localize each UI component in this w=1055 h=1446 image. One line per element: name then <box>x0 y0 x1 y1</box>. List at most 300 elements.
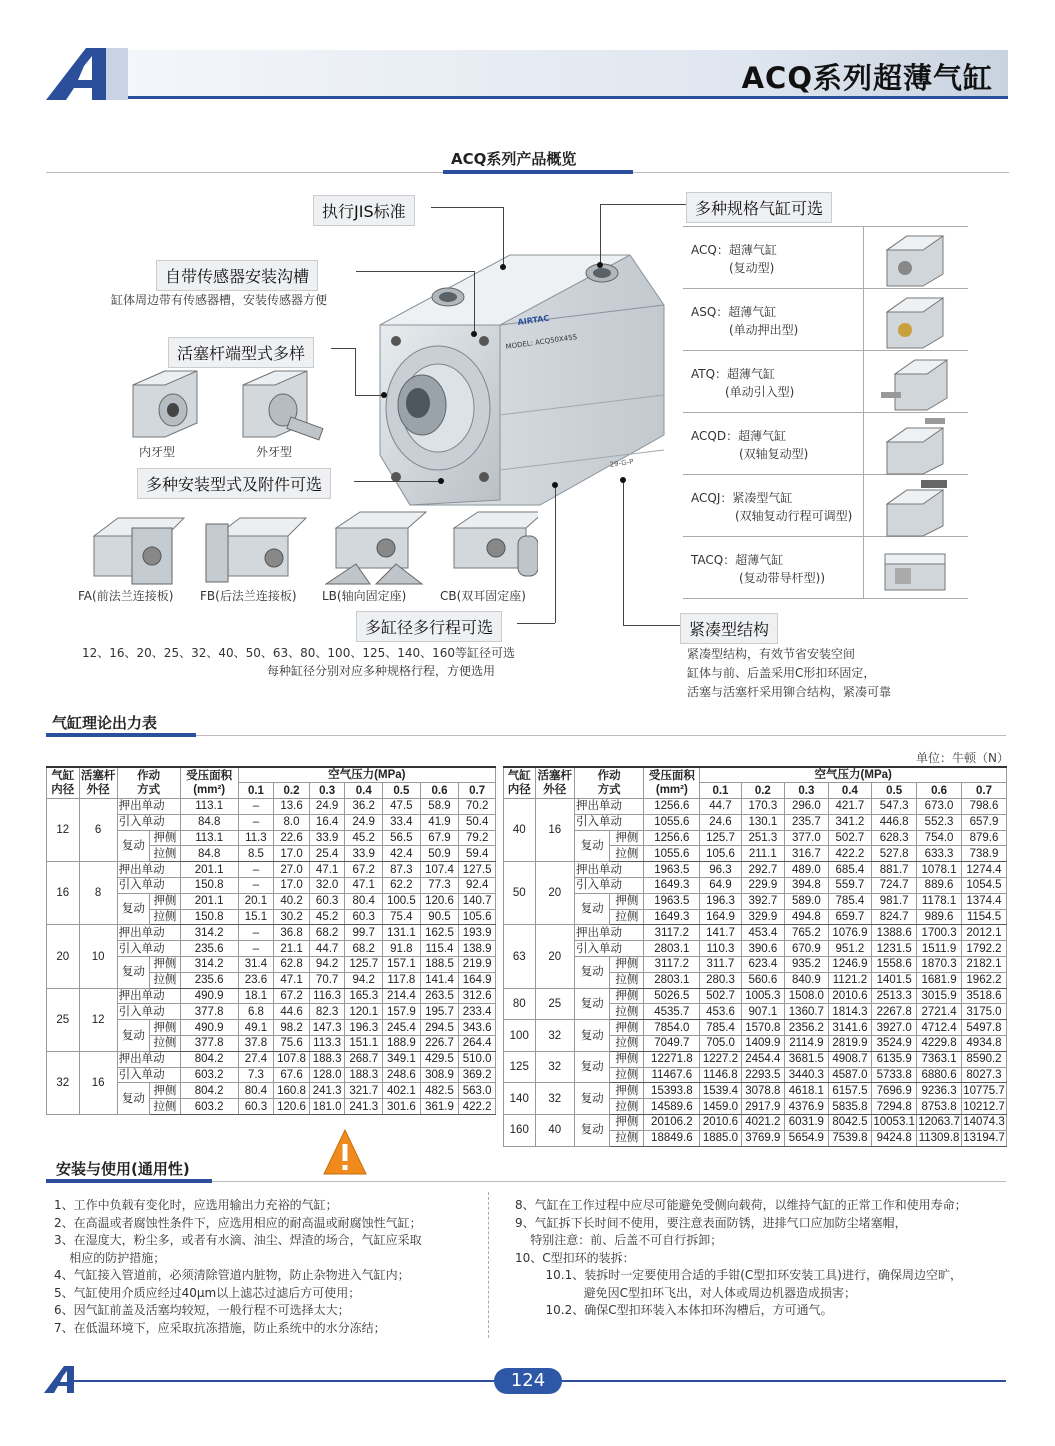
table-cell: 659.7 <box>828 909 872 925</box>
side-cell: 押侧 <box>610 893 644 909</box>
table-cell: 951.2 <box>828 941 872 957</box>
table-cell: 1963.5 <box>644 862 700 878</box>
table-cell: 62.8 <box>274 957 310 973</box>
header-pressure-value: 0.7 <box>962 783 1007 799</box>
table-cell: 482.5 <box>420 1083 459 1099</box>
table-row <box>504 957 1007 973</box>
table-cell: 68.2 <box>309 925 345 941</box>
table-cell: 377.8 <box>180 1004 238 1020</box>
mode-cell: 押出单动 <box>574 799 643 815</box>
table-cell: 422.2 <box>828 846 872 862</box>
table-cell: 4618.1 <box>785 1083 829 1099</box>
table-cell: – <box>238 925 274 941</box>
table-cell: 1681.9 <box>917 972 962 988</box>
table-cell: 7.3 <box>238 1067 274 1083</box>
rod-cell: 32 <box>535 1083 574 1115</box>
table-cell: 12271.8 <box>644 1051 700 1067</box>
table-cell: 1814.3 <box>828 1004 872 1020</box>
table-cell: 5497.8 <box>962 1020 1007 1036</box>
header-pressure-value: 0.5 <box>872 783 917 799</box>
table-cell: 453.6 <box>700 1004 741 1020</box>
table-row <box>504 830 1007 846</box>
table-cell: 115.4 <box>420 941 459 957</box>
force-unit: 单位：牛顿（N） <box>916 751 1009 765</box>
table-cell: 673.0 <box>917 799 962 815</box>
mode-cell: 复动 <box>574 988 609 1020</box>
callout-jis: 执行JIS标准 <box>313 195 415 226</box>
rod-cell: 10 <box>79 925 117 988</box>
table-cell: 1870.3 <box>917 957 962 973</box>
table-cell: 141.4 <box>420 972 459 988</box>
variant-acqj-sub: (双轴复动行程可调型) <box>735 509 853 523</box>
header-pressure-value: 0.2 <box>274 783 310 799</box>
table-cell: 2010.6 <box>700 1115 741 1131</box>
table-cell: 7294.8 <box>872 1099 917 1115</box>
table-cell: 6135.9 <box>872 1051 917 1067</box>
table-cell: 268.7 <box>345 1051 383 1067</box>
table-cell: 402.1 <box>383 1083 421 1099</box>
table-cell: 1154.5 <box>962 909 1007 925</box>
header-bore: 气缸 内径 <box>504 767 536 799</box>
table-cell: 68.2 <box>345 941 383 957</box>
table-cell: 2012.1 <box>962 925 1007 941</box>
table-cell: 50.4 <box>459 814 496 830</box>
table-cell: 840.9 <box>785 972 829 988</box>
table-cell: 150.8 <box>180 909 238 925</box>
side-cell: 押侧 <box>610 957 644 973</box>
table-cell: 1076.9 <box>828 925 872 941</box>
compact-description-3: 活塞与活塞杆采用铆合结构，紧凑可靠 <box>687 685 892 699</box>
table-cell: 7854.0 <box>644 1020 700 1036</box>
page-header <box>0 40 1055 110</box>
install-item: 10、C型扣环的装拆： <box>515 1250 635 1265</box>
table-cell: 446.8 <box>872 814 917 830</box>
table-cell: 390.6 <box>741 941 785 957</box>
table-cell: 1256.6 <box>644 830 700 846</box>
table-cell: 294.5 <box>420 1020 459 1036</box>
mount-fa: FA(前法兰连接板) <box>78 589 174 603</box>
table-cell: 1649.3 <box>644 909 700 925</box>
table-cell: 935.2 <box>785 957 829 973</box>
table-cell: 3117.2 <box>644 957 700 973</box>
table-cell: 724.7 <box>872 878 917 894</box>
table-cell: 1231.5 <box>872 941 917 957</box>
side-cell: 拉侧 <box>610 1067 644 1083</box>
table-cell: 25.4 <box>309 846 345 862</box>
table-cell: 5654.9 <box>785 1130 829 1146</box>
table-row <box>504 862 1007 878</box>
table-cell: 17.0 <box>274 878 310 894</box>
table-cell: 130.1 <box>741 814 785 830</box>
overview-rule-right <box>633 172 1009 173</box>
side-cell: 押侧 <box>150 957 181 973</box>
table-cell: 4587.0 <box>828 1067 872 1083</box>
table-cell: 13.6 <box>274 799 310 815</box>
install-item: 5、气缸使用介质应经过40μm以上滤芯过滤后方可使用； <box>54 1285 361 1300</box>
install-list-left <box>54 1197 422 1337</box>
mode-cell: 押出单动 <box>574 925 643 941</box>
header-pressure-value: 0.6 <box>420 783 459 799</box>
table-cell: 37.8 <box>238 1036 274 1052</box>
table-row <box>47 925 496 941</box>
table-cell: 2803.1 <box>644 972 700 988</box>
install-item: 1、工作中负载有变化时，应选用输出力充裕的气缸； <box>54 1198 338 1212</box>
table-cell: 1508.0 <box>785 988 829 1004</box>
table-cell: 120.6 <box>274 1099 310 1115</box>
table-cell: 633.3 <box>917 846 962 862</box>
table-cell: 1256.6 <box>644 799 700 815</box>
table-cell: 552.3 <box>917 814 962 830</box>
table-cell: 685.4 <box>828 862 872 878</box>
mode-cell: 押出单动 <box>117 799 180 815</box>
table-cell: 60.3 <box>345 909 383 925</box>
table-cell: 889.6 <box>917 878 962 894</box>
table-cell: 188.9 <box>383 1036 421 1052</box>
table-cell: 10775.7 <box>963 1084 1005 1097</box>
table-cell: 157.9 <box>383 1004 421 1020</box>
table-cell: 99.7 <box>345 925 383 941</box>
side-cell: 拉侧 <box>150 1036 181 1052</box>
table-cell: 22.6 <box>274 830 310 846</box>
table-cell: 3440.3 <box>785 1067 829 1083</box>
mode-cell: 复动 <box>574 1115 609 1147</box>
table-cell: 3681.5 <box>785 1051 829 1067</box>
table-cell: 140.7 <box>459 893 496 909</box>
table-cell: 47.1 <box>345 878 383 894</box>
table-cell: 1511.9 <box>917 941 962 957</box>
mode-cell: 押出单动 <box>117 925 180 941</box>
table-cell: 3078.8 <box>741 1083 785 1099</box>
install-item: 2、在高温或者腐蚀性条件下，应选用相应的耐高温或耐腐蚀性气缸； <box>54 1215 422 1230</box>
table-cell: 785.4 <box>700 1020 741 1036</box>
rod-cell: 16 <box>79 1051 117 1114</box>
table-cell: 181.0 <box>309 1099 345 1115</box>
table-cell: 17.0 <box>274 846 310 862</box>
table-cell: 27.4 <box>238 1051 274 1067</box>
table-cell: 241.3 <box>345 1099 383 1115</box>
table-cell: 705.0 <box>700 1036 741 1052</box>
table-cell: 13194.7 <box>963 1132 1005 1145</box>
install-item: 相应的防护措施； <box>54 1250 166 1265</box>
table-cell: 1374.4 <box>962 893 1007 909</box>
table-cell: 343.6 <box>459 1020 496 1036</box>
table-cell: 429.5 <box>420 1051 459 1067</box>
side-cell: 押侧 <box>610 830 644 846</box>
table-cell: 8.0 <box>274 814 310 830</box>
table-cell: 3524.9 <box>872 1036 917 1052</box>
table-cell: 1274.4 <box>962 862 1007 878</box>
table-cell: 47.5 <box>383 799 421 815</box>
table-cell: 879.6 <box>962 830 1007 846</box>
bore-cell: 40 <box>504 799 536 862</box>
table-cell: 11467.6 <box>644 1067 700 1083</box>
table-cell: 301.6 <box>383 1099 421 1115</box>
install-item: 9、气缸拆下长时间不使用，要注意表面防锈，进排气口应加防尘堵塞帽， <box>515 1215 907 1230</box>
table-cell: 3927.0 <box>872 1020 917 1036</box>
table-cell: 2356.2 <box>785 1020 829 1036</box>
install-list-right <box>515 1197 967 1320</box>
table-cell: 6880.6 <box>917 1067 962 1083</box>
table-cell: 628.3 <box>872 830 917 846</box>
side-cell: 拉侧 <box>610 1036 644 1052</box>
table-cell: 56.5 <box>383 830 421 846</box>
table-cell: 1459.0 <box>700 1099 741 1115</box>
table-cell: 80.4 <box>238 1083 274 1099</box>
table-cell: 70.2 <box>459 799 496 815</box>
table-cell: 196.3 <box>345 1020 383 1036</box>
table-cell: 125.7 <box>700 830 741 846</box>
table-cell: 7539.8 <box>828 1130 872 1146</box>
mode-cell: 复动 <box>117 957 150 989</box>
table-cell: 547.3 <box>872 799 917 815</box>
table-row <box>504 1083 1007 1099</box>
variant-acqj-name: ACQJ：紧凑型气缸 <box>691 491 793 505</box>
table-row <box>504 925 1007 941</box>
table-cell: 70.7 <box>309 972 345 988</box>
header-pressure-value: 0.3 <box>785 783 829 799</box>
table-cell: 67.9 <box>420 830 459 846</box>
table-cell: 1146.8 <box>700 1067 741 1083</box>
table-cell: 292.7 <box>741 862 785 878</box>
callout-sensor: 自带传感器安装沟槽 <box>156 260 318 291</box>
inner-thread-label: 内牙型 <box>139 445 176 459</box>
side-cell: 拉侧 <box>150 1099 181 1115</box>
header-area: 受压面积 (mm²) <box>644 767 700 799</box>
table-cell: 3175.0 <box>962 1004 1007 1020</box>
table-cell: 502.7 <box>828 830 872 846</box>
table-cell: 14589.6 <box>644 1099 700 1115</box>
install-item: 4、气缸接入管道前，必须清除管道内脏物，防止杂物进入气缸内； <box>54 1268 410 1282</box>
table-cell: 15393.8 <box>644 1083 700 1099</box>
table-cell: 30.2 <box>274 909 310 925</box>
mode-cell: 引入单动 <box>574 814 643 830</box>
table-cell: 47.1 <box>274 972 310 988</box>
variant-asq-name: ASQ：超薄气缸 <box>691 305 777 319</box>
side-cell: 拉侧 <box>610 909 644 925</box>
table-cell: 12063.7 <box>918 1116 960 1129</box>
table-cell: 59.4 <box>459 846 496 862</box>
table-cell: 3117.2 <box>644 925 700 941</box>
side-cell: 拉侧 <box>150 972 181 988</box>
table-cell: 9424.8 <box>872 1130 917 1146</box>
table-cell: 113.3 <box>309 1036 345 1052</box>
page-number: 124 <box>494 1368 562 1394</box>
table-cell: 2819.9 <box>828 1036 872 1052</box>
table-cell: 96.3 <box>700 862 741 878</box>
side-cell: 拉侧 <box>610 1130 644 1146</box>
header-pressure-value: 0.4 <box>828 783 872 799</box>
table-cell: 151.1 <box>345 1036 383 1052</box>
table-cell: 1054.5 <box>962 878 1007 894</box>
mode-cell: 引入单动 <box>574 941 643 957</box>
table-cell: 527.8 <box>872 846 917 862</box>
mode-cell: 押出单动 <box>117 988 180 1004</box>
header-pressure-value: 0.1 <box>238 783 274 799</box>
table-cell: 24.6 <box>700 814 741 830</box>
table-cell: 4376.9 <box>785 1099 829 1115</box>
variant-list <box>683 226 968 598</box>
mode-cell: 复动 <box>117 1083 150 1115</box>
table-cell: 94.2 <box>345 972 383 988</box>
rod-cell: 32 <box>535 1051 574 1083</box>
table-cell: 1649.3 <box>644 878 700 894</box>
table-cell: 589.0 <box>785 893 829 909</box>
table-cell: 41.9 <box>420 814 459 830</box>
callout-variants: 多种规格气缸可选 <box>686 192 832 223</box>
bore-description-1: 12、16、20、25、32、40、50、63、80、100、125、140、160等缸径可选 <box>82 646 516 660</box>
table-row <box>504 1115 1007 1131</box>
mode-cell: 押出单动 <box>117 1051 180 1067</box>
table-cell: 2267.8 <box>872 1004 917 1020</box>
table-cell: 128.0 <box>309 1067 345 1083</box>
mode-cell: 复动 <box>574 830 609 862</box>
table-cell: 195.7 <box>420 1004 459 1020</box>
bore-cell: 25 <box>47 988 80 1051</box>
table-cell: 67.6 <box>274 1067 310 1083</box>
table-cell: 21.1 <box>274 941 310 957</box>
mode-cell: 引入单动 <box>117 814 180 830</box>
table-cell: 8590.2 <box>962 1051 1007 1067</box>
table-cell: 147.3 <box>309 1020 345 1036</box>
table-cell: 296.0 <box>785 799 829 815</box>
cylinder-brand: AIRTAC <box>517 313 550 327</box>
table-cell: 105.6 <box>700 846 741 862</box>
table-cell: 9236.3 <box>917 1083 962 1099</box>
table-cell: 233.4 <box>459 1004 496 1020</box>
table-cell: 1121.2 <box>828 972 872 988</box>
table-cell: 2454.4 <box>741 1051 785 1067</box>
mode-cell: 押出单动 <box>574 862 643 878</box>
table-cell: 75.4 <box>383 909 421 925</box>
table-cell: 40.2 <box>274 893 310 909</box>
side-cell: 押侧 <box>610 1083 644 1099</box>
mount-lb: LB(轴向固定座) <box>322 589 407 603</box>
table-cell: 31.4 <box>238 957 274 973</box>
table-cell: 4934.8 <box>962 1036 1007 1052</box>
table-cell: 160.8 <box>274 1083 310 1099</box>
table-cell: 7696.9 <box>872 1083 917 1099</box>
variant-atq-name: ATQ：超薄气缸 <box>691 367 776 381</box>
table-cell: 120.1 <box>345 1004 383 1020</box>
side-cell: 押侧 <box>610 988 644 1004</box>
table-cell: 1078.1 <box>917 862 962 878</box>
table-cell: 280.3 <box>700 972 741 988</box>
table-cell: 211.1 <box>741 846 785 862</box>
table-cell: 105.6 <box>459 909 496 925</box>
table-cell: 188.3 <box>345 1067 383 1083</box>
table-cell: 8.5 <box>238 846 274 862</box>
table-cell: 138.9 <box>459 941 496 957</box>
table-cell: 62.2 <box>383 878 421 894</box>
table-cell: 2721.4 <box>917 1004 962 1020</box>
table-cell: 502.7 <box>700 988 741 1004</box>
table-cell: 113.1 <box>180 830 238 846</box>
table-cell: 392.7 <box>741 893 785 909</box>
table-cell: 5026.5 <box>644 988 700 1004</box>
side-cell: 拉侧 <box>150 909 181 925</box>
table-cell: 1178.1 <box>917 893 962 909</box>
table-cell: 2010.6 <box>828 988 872 1004</box>
table-cell: 5733.8 <box>872 1067 917 1083</box>
table-cell: 10212.7 <box>963 1100 1005 1113</box>
table-cell: 3518.6 <box>962 988 1007 1004</box>
header-rod: 活塞杆 外径 <box>79 767 117 799</box>
table-cell: 1558.6 <box>872 957 917 973</box>
rod-cell: 12 <box>79 988 117 1051</box>
table-cell: 107.8 <box>274 1051 310 1067</box>
table-cell: 226.7 <box>420 1036 459 1052</box>
rod-cell: 25 <box>535 988 574 1020</box>
table-cell: 1246.9 <box>828 957 872 973</box>
table-cell: 341.2 <box>828 814 872 830</box>
table-cell: 18.1 <box>238 988 274 1004</box>
install-item: 7、在低温环境下，应采取抗冻措施，防止系统中的水分冻结； <box>54 1320 386 1335</box>
table-cell: 241.3 <box>309 1083 345 1099</box>
table-cell: 670.9 <box>785 941 829 957</box>
table-cell: 785.4 <box>828 893 872 909</box>
callout-compact: 紧凑型结构 <box>680 613 778 644</box>
table-cell: 44.6 <box>274 1004 310 1020</box>
header-pressure-value: 0.2 <box>741 783 785 799</box>
table-cell: 804.2 <box>180 1083 238 1099</box>
sensor-description: 缸体周边带有传感器槽，安装传感器方便 <box>111 293 328 307</box>
table-cell: 603.2 <box>180 1067 238 1083</box>
install-item: 特别注意：前、后盖不可自行拆卸； <box>515 1233 723 1247</box>
table-cell: 308.9 <box>420 1067 459 1083</box>
table-cell: 196.3 <box>700 893 741 909</box>
table-cell: 510.0 <box>459 1051 496 1067</box>
table-cell: 738.9 <box>962 846 1007 862</box>
table-cell: 3015.9 <box>917 988 962 1004</box>
table-cell: 1885.0 <box>700 1130 741 1146</box>
side-cell: 押侧 <box>150 1020 181 1036</box>
table-cell: 2293.5 <box>741 1067 785 1083</box>
table-cell: 765.2 <box>785 925 829 941</box>
header-rod: 活塞杆 外径 <box>535 767 574 799</box>
compact-description-1: 紧凑型结构，有效节省安装空间 <box>687 647 856 661</box>
table-cell: 377.0 <box>785 830 829 846</box>
table-cell: 14074.3 <box>963 1116 1005 1129</box>
table-cell: 127.5 <box>459 862 496 878</box>
table-row <box>504 814 1007 830</box>
table-cell: 1963.5 <box>644 893 700 909</box>
table-cell: 24.9 <box>309 799 345 815</box>
table-cell: 2917.9 <box>741 1099 785 1115</box>
variant-acqd-sub: (双轴复动型) <box>739 447 809 461</box>
table-cell: 120.6 <box>420 893 459 909</box>
table-row <box>47 799 496 815</box>
page-title: ACQ系列超薄气缸 <box>741 61 993 95</box>
table-cell: 77.3 <box>420 878 459 894</box>
table-cell: 235.7 <box>785 814 829 830</box>
bore-cell: 20 <box>47 925 80 988</box>
table-cell: 36.8 <box>274 925 310 941</box>
table-cell: 329.9 <box>741 909 785 925</box>
table-cell: 312.6 <box>459 988 496 1004</box>
table-cell: 804.2 <box>180 1051 238 1067</box>
table-cell: 2182.1 <box>962 957 1007 973</box>
table-cell: 6031.9 <box>785 1115 829 1131</box>
table-cell: 2513.3 <box>872 988 917 1004</box>
table-row <box>47 862 496 878</box>
table-cell: 316.7 <box>785 846 829 862</box>
force-table-right <box>503 766 1007 1147</box>
side-cell: 拉侧 <box>150 846 181 862</box>
variant-thumbnails <box>881 230 951 594</box>
variant-asq-sub: (单动押出型) <box>729 323 799 337</box>
bore-cell: 125 <box>504 1051 536 1083</box>
table-cell: 201.1 <box>180 893 238 909</box>
